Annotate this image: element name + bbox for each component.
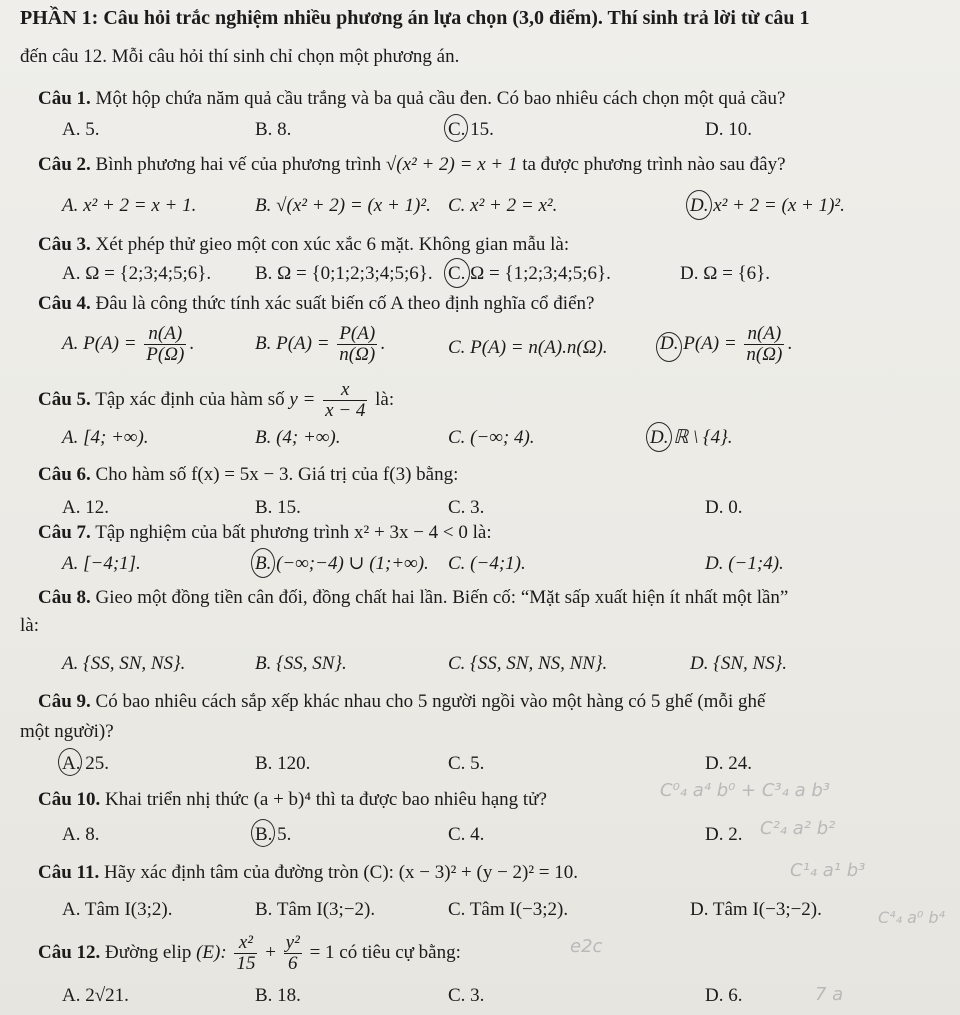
q10-option-b[interactable]: B. 5. <box>255 824 292 845</box>
q7-option-b[interactable]: B. (−∞;−4) ∪ (1;+∞). <box>255 553 429 574</box>
q11-option-d[interactable]: D. Tâm I(−3;−2). <box>690 899 822 920</box>
question-label: Câu 12. <box>38 942 101 963</box>
q2-option-a[interactable]: A. x² + 2 = x + 1. <box>62 195 197 216</box>
question-text: Tập xác định của hàm số <box>95 388 285 410</box>
q9-option-a[interactable]: A. 25. <box>62 753 109 774</box>
answer-mark-circle <box>444 114 468 142</box>
q1-option-a[interactable]: A. 5. <box>62 119 100 140</box>
q10-option-c[interactable]: C. 4. <box>448 824 485 845</box>
q11-option-b[interactable]: B. Tâm I(3;−2). <box>255 899 376 920</box>
question-1 <box>38 87 785 111</box>
section-instructions: đến câu 12. Mỗi câu hỏi thí sinh chỉ chọn một phương án. <box>20 46 460 67</box>
question-text: Hãy xác định tâm của đường tròn (C): (x − 3)² + (y − 2)² = 10. <box>104 862 579 883</box>
equation: √(x² + 2) = x + 1 <box>385 154 518 175</box>
q8-option-a[interactable]: A. {SS, SN, NS}. <box>62 653 186 674</box>
question-label: Câu 9. <box>38 691 91 712</box>
pencil-note: C⁴₄ a⁰ b⁴ <box>878 908 945 927</box>
q5-option-b[interactable]: B. (4; +∞). <box>255 427 341 448</box>
section-heading: PHẦN 1: Câu hỏi trắc nghiệm nhiều phương án lựa chọn (3,0 điểm). Thí sinh trả lời từ câu 1 <box>20 7 810 29</box>
question-label: Câu 8. <box>38 587 91 608</box>
question-12: Câu 12. Đường elip (E): $\frac{\text{x²}}{15}$ + $\frac{\text{y²}}{6}$ = 1 có tiêu cự bằng: <box>38 932 461 975</box>
answer-mark-circle <box>251 548 275 578</box>
question-7 <box>38 521 492 545</box>
question-label: Câu 2. <box>38 154 91 175</box>
q3-option-b[interactable]: B. Ω = {0;1;2;3;4;5;6}. <box>255 263 433 284</box>
q9-option-d[interactable]: D. 24. <box>705 753 752 774</box>
question-10 <box>38 788 547 812</box>
q11-option-c[interactable]: C. Tâm I(−3;2). <box>448 899 569 920</box>
q3-option-d[interactable]: D. Ω = {6}. <box>680 263 771 284</box>
q7-option-d[interactable]: D. (−1;4). <box>705 553 784 574</box>
question-8 <box>38 586 788 610</box>
q8-option-c[interactable]: C. {SS, SN, NS, NN}. <box>448 653 608 674</box>
question-text-end: ta được phương trình nào sau đây? <box>522 154 786 175</box>
q5-option-d[interactable]: D. ℝ \ {4}. <box>650 427 733 448</box>
pencil-note: C²₄ a² b² <box>760 818 836 839</box>
q12-option-d[interactable]: D. 6. <box>705 985 743 1006</box>
question-label: Câu 1. <box>38 88 91 109</box>
question-label: Câu 10. <box>38 789 101 810</box>
question-label: Câu 7. <box>38 522 91 543</box>
question-9-continued: một người)? <box>20 721 114 742</box>
question-text: Một hộp chứa năm quả cầu trắng và ba quả cầu đen. Có bao nhiêu cách chọn một quả cầu? <box>95 88 786 109</box>
question-6 <box>38 463 458 487</box>
question-label: Câu 4. <box>38 293 91 314</box>
question-text: Bình phương hai vế của phương trình <box>95 154 382 175</box>
question-text: Xét phép thử gieo một con xúc xắc 6 mặt. Không gian mẫu là: <box>95 234 570 255</box>
q9-option-c[interactable]: C. 5. <box>448 753 485 774</box>
question-label: Câu 5. <box>38 388 91 410</box>
q4-option-b[interactable]: B. P(A) = $\frac{P(A)}{n(\Omega)}$ . <box>255 323 385 365</box>
q1-option-c[interactable]: C. 15. <box>448 119 494 140</box>
q3-option-c[interactable]: C. Ω = {1;2;3;4;5;6}. <box>448 263 611 284</box>
q10-option-a[interactable]: A. 8. <box>62 824 100 845</box>
question-3 <box>38 233 569 257</box>
question-9 <box>38 690 765 714</box>
q12-option-a[interactable]: A. 2√21. <box>62 985 129 1006</box>
q6-option-a[interactable]: A. 12. <box>62 497 109 518</box>
q6-option-c[interactable]: C. 3. <box>448 497 485 518</box>
question-text: Đâu là công thức tính xác suất biến cố A theo định nghĩa cổ điển? <box>95 293 595 314</box>
q6-option-d[interactable]: D. 0. <box>705 497 743 518</box>
question-text: Tập nghiệm của bất phương trình x² + 3x − 4 < 0 là: <box>95 522 492 543</box>
question-8-continued: là: <box>20 615 39 636</box>
q2-option-c[interactable]: C. x² + 2 = x². <box>448 195 558 216</box>
q10-option-d[interactable]: D. 2. <box>705 824 743 845</box>
question-text: Đường elip <box>105 942 192 963</box>
question-2 <box>38 153 786 177</box>
q11-option-a[interactable]: A. Tâm I(3;2). <box>62 899 173 920</box>
q4-option-a[interactable]: A. P(A) = $\frac{n(A)}{P(\Omega)}$ . <box>62 323 195 365</box>
question-text: Cho hàm số f(x) = 5x − 3. Giá trị của f(3) bằng: <box>95 464 459 485</box>
answer-mark-circle <box>444 258 470 288</box>
question-text: Khai triển nhị thức (a + b)⁴ thì ta được bao nhiêu hạng tử? <box>105 789 547 810</box>
q12-option-b[interactable]: B. 18. <box>255 985 301 1006</box>
pencil-note: C⁰₄ a⁴ b⁰ + C³₄ a b³ <box>660 780 830 801</box>
question-5: Câu 5. Tập xác định của hàm số y = $\frac{x}{x - 4}$ là: <box>38 379 395 421</box>
question-4 <box>38 292 594 316</box>
q8-option-d[interactable]: D. {SN, NS}. <box>690 653 788 674</box>
question-11 <box>38 861 578 885</box>
q2-option-d[interactable]: D. x² + 2 = (x + 1)². <box>690 195 845 216</box>
question-text: Gieo một đồng tiền cân đối, đồng chất hai lần. Biến cố: “Mặt sấp xuất hiện ít nhất một lần” <box>95 587 789 608</box>
q5-option-c[interactable]: C. (−∞; 4). <box>448 427 535 448</box>
q4-option-c[interactable]: C. P(A) = n(A).n(Ω). <box>448 337 608 358</box>
pencil-note: 7 a <box>815 984 844 1005</box>
question-label: Câu 11. <box>38 862 100 883</box>
answer-mark-circle <box>686 190 712 220</box>
q2-option-b[interactable]: B. √(x² + 2) = (x + 1)². <box>255 195 431 216</box>
pencil-note: C¹₄ a¹ b³ <box>790 860 866 881</box>
q3-option-a[interactable]: A. Ω = {2;3;4;5;6}. <box>62 263 212 284</box>
answer-mark-circle <box>656 332 682 362</box>
answer-mark-circle <box>251 819 275 847</box>
answer-mark-circle <box>58 748 82 776</box>
q12-option-c[interactable]: C. 3. <box>448 985 485 1006</box>
question-label: Câu 6. <box>38 464 91 485</box>
question-text: Có bao nhiêu cách sắp xếp khác nhau cho 5 người ngồi vào một hàng có 5 ghế (mỗi ghế <box>95 691 766 712</box>
q6-option-b[interactable]: B. 15. <box>255 497 301 518</box>
q7-option-c[interactable]: C. (−4;1). <box>448 553 526 574</box>
q5-option-a[interactable]: A. [4; +∞). <box>62 427 149 448</box>
q1-option-d[interactable]: D. 10. <box>705 119 752 140</box>
q1-option-b[interactable]: B. 8. <box>255 119 292 140</box>
answer-mark-circle <box>646 422 672 452</box>
pencil-note: e2c <box>570 936 603 957</box>
q4-option-d[interactable]: D. P(A) = $\frac{n(A)}{n(\Omega)}$ . <box>660 323 793 365</box>
q7-option-a[interactable]: A. [−4;1]. <box>62 553 141 574</box>
q8-option-b[interactable]: B. {SS, SN}. <box>255 653 347 674</box>
question-label: Câu 3. <box>38 234 91 255</box>
q9-option-b[interactable]: B. 120. <box>255 753 311 774</box>
